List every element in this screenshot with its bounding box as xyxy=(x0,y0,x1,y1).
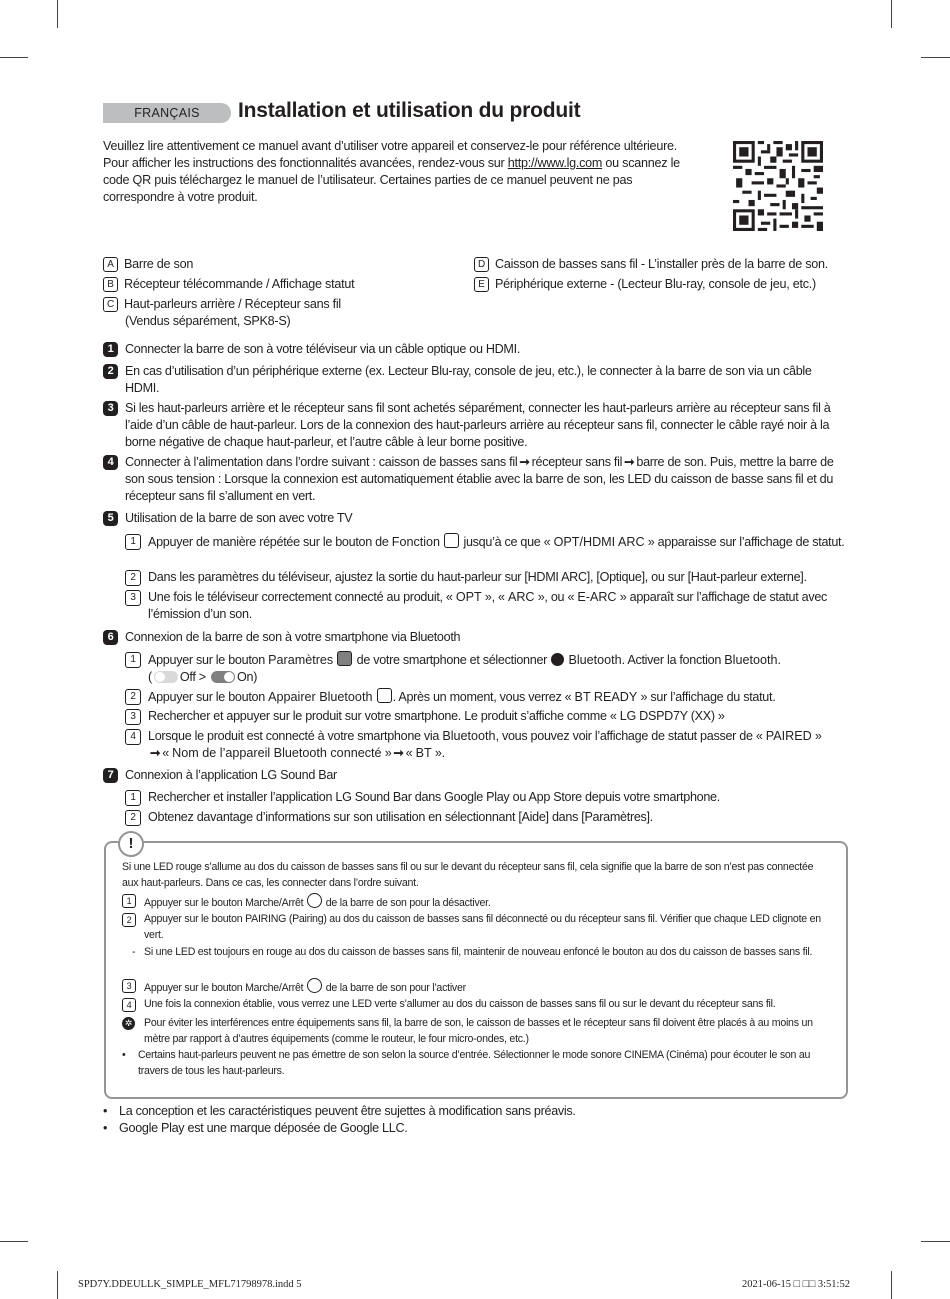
legend-item-a xyxy=(103,256,193,273)
keyword-arc: ARC xyxy=(507,590,535,604)
note-number: 4 xyxy=(122,998,136,1012)
legend-text2: (Vendus séparément, SPK8-S) xyxy=(125,314,291,328)
intro-line2b: ou scannez le code QR puis téléchargez le manuel de l’utilisateur. Certaines parties de ce manuel peuvent ne pas correspondre à votre produit. xyxy=(103,156,680,204)
legend-text: Haut-parleurs arrière / Récepteur sans fil xyxy=(124,297,341,311)
crop-mark xyxy=(921,1241,950,1242)
step4-part-b: récepteur sans fil xyxy=(531,455,623,469)
sub-text: » sur l’affichage du statut. xyxy=(637,690,776,704)
keyword-opt-hdmi-arc: OPT/HDMI ARC xyxy=(553,535,645,549)
step-text xyxy=(125,454,843,505)
sub-number: 2 xyxy=(125,689,141,705)
step-1 xyxy=(103,341,843,358)
intro-line1: Veuillez lire attentivement ce manuel avant d’utiliser votre appareil et conservez-le pour référence ultérieure. xyxy=(103,139,678,153)
toggle-off-icon xyxy=(154,671,178,683)
note-item-2 xyxy=(122,912,832,943)
keyword-parametres: Paramètres xyxy=(268,653,334,667)
sub-number: 1 xyxy=(125,534,141,550)
arrow-right-icon: ➞ xyxy=(150,746,161,760)
sub-number: 2 xyxy=(125,570,141,586)
step-number: 2 xyxy=(103,364,118,379)
step-7-sub-2 xyxy=(125,809,845,826)
keyword-appairer-bluetooth: Appairer Bluetooth xyxy=(268,690,373,704)
keyword-bluetooth: Bluetooth xyxy=(568,653,622,667)
step-number: 5 xyxy=(103,511,118,526)
page-title: Installation et utilisation du produit xyxy=(238,99,581,122)
step-4 xyxy=(103,454,843,505)
step-5-sub-3 xyxy=(125,589,845,623)
sub-text: Dans les paramètres du téléviseur, ajustez la sortie du haut-parleur sur [HDMI ARC], [Optique], ou sur [Haut-parleur externe]. xyxy=(148,570,807,584)
sub-text: Rechercher et installer l’application LG Sound Bar dans Google Play ou App Store depuis votre smartphone. xyxy=(148,790,720,804)
legend-text: Récepteur télécommande / Affichage statut xyxy=(124,277,355,291)
step-number: 1 xyxy=(103,342,118,357)
sub-number: 2 xyxy=(125,810,141,826)
sub-text: . xyxy=(777,653,781,667)
sub-text: ». xyxy=(431,746,445,760)
keyword-marche-arret: Marche/Arrêt xyxy=(245,897,304,909)
keyword-pairing: PAIRING (Pairing) xyxy=(245,913,327,925)
step-6-sub-1: 1 Appuyer sur le bouton Paramètres de votre smartphone et sélectionner Bluetooth. Activer la fonction Bluetooth. ( Off > On) xyxy=(125,651,845,686)
language-tab: FRANÇAIS xyxy=(103,103,231,123)
step4-part-c: barre de son. Puis, mettre la barre de son sous tension : Lorsque la connexion est automatiquement établie avec la barre de son, les LED du caisson de basse sans fil et du récepteur sans fil s’allument en vert. xyxy=(125,455,834,503)
keyword-marche-arret: Marche/Arrêt xyxy=(245,982,304,994)
legend-item-c xyxy=(103,296,341,330)
step-6 xyxy=(103,629,843,646)
step-text: Connecter la barre de son à votre téléviseur via un câble optique ou HDMI. xyxy=(125,342,521,356)
note-number: 3 xyxy=(122,979,136,993)
toggle-arrow: > xyxy=(198,670,206,684)
legend-letter: B xyxy=(103,277,118,292)
keyword-device-name: Nom de l’appareil Bluetooth connecté xyxy=(172,746,382,760)
sub-text: » apparaît sur l’affichage de statut avec l’émission d’un son. xyxy=(148,590,828,621)
arrow-right-icon: ➞ xyxy=(519,455,530,469)
asterisk-icon: ✲ xyxy=(122,1017,135,1030)
sub-number: 1 xyxy=(125,652,141,668)
legend-text: Caisson de basses sans fil - L’installer près de la barre de son. xyxy=(495,257,829,271)
note-bullet xyxy=(122,1048,832,1079)
note-text: au dos du caisson de basses sans fil déconnecté ou du récepteur sans fil. Vérifier que chaque LED clignote en vert. xyxy=(144,913,821,941)
keyword-bt-ready: BT READY xyxy=(574,690,638,704)
note-intro-text: Si une LED rouge s’allume au dos du caisson de basses sans fil ou sur le devant du récepteur sans fil, cela signifie que la barre de son n’est pas connectée aux haut-parleurs. Dans ce cas, les connecter dans l’ordre suivant. xyxy=(122,861,814,889)
legend-letter: A xyxy=(103,257,118,272)
sub-text: Lorsque le produit est connecté à votre smartphone via xyxy=(148,729,443,743)
step-text: En cas d’utilisation d’un périphérique externe (ex. Lecteur Blu-ray, console de jeu, etc.), le connecter à la barre de son via un câble HDMI. xyxy=(125,364,812,395)
step-2 xyxy=(103,363,843,397)
sub-text: jusqu’à ce que « xyxy=(460,535,554,549)
legend-letter: E xyxy=(474,277,489,292)
footer-date: 2021-06-15 □ □□ 3:51:52 xyxy=(742,1279,850,1290)
legend-letter: D xyxy=(474,257,489,272)
step-text: Connexion de la barre de son à votre smartphone via Bluetooth xyxy=(125,630,461,644)
note-text: Appuyer sur le bouton xyxy=(144,982,246,994)
sub-number: 3 xyxy=(125,709,141,725)
sub-number: 4 xyxy=(125,729,141,745)
sub-text: Appuyer sur le bouton xyxy=(148,690,269,704)
power-icon xyxy=(307,978,322,993)
bullet-marker: • xyxy=(103,1121,108,1135)
note-text: Appuyer sur le bouton xyxy=(144,913,246,925)
footer-filename: SPD7Y.DDEULLK_SIMPLE_MFL71798978.indd 5 xyxy=(78,1279,302,1290)
step-number: 6 xyxy=(103,630,118,645)
sub-text: » xyxy=(381,746,392,760)
note-number: 1 xyxy=(122,894,136,908)
note-text: Appuyer sur le bouton xyxy=(144,897,246,909)
legend-letter: C xyxy=(103,297,118,312)
sub-text: « xyxy=(162,746,173,760)
power-icon xyxy=(307,893,322,908)
crop-mark xyxy=(891,1271,892,1299)
sub-number: 1 xyxy=(125,790,141,806)
note-star xyxy=(122,1016,832,1047)
note-item-4 xyxy=(122,997,832,1013)
sub-text: Appuyer sur le bouton xyxy=(148,653,269,667)
arrow-right-icon: ➞ xyxy=(393,746,404,760)
note-dash xyxy=(122,945,832,961)
crop-mark xyxy=(57,1271,58,1299)
note-text: Certains haut-parleurs peuvent ne pas émettre de son selon la source d’entrée. Sélectionner le mode sonore CINEMA (Cinéma) pour écouter le son au travers de tous les haut-parleurs. xyxy=(138,1049,811,1077)
keyword-opt: OPT xyxy=(455,590,482,604)
crop-mark xyxy=(891,0,892,28)
arrow-right-icon: ➞ xyxy=(624,455,635,469)
crop-mark xyxy=(0,1241,28,1242)
step-5 xyxy=(103,510,843,527)
sub-text: », « xyxy=(481,590,508,604)
sub-text: » xyxy=(811,729,822,743)
step-6-sub-2 xyxy=(125,688,845,706)
step-number: 4 xyxy=(103,455,118,470)
keyword-bt: BT xyxy=(415,746,432,760)
settings-gear-icon xyxy=(337,651,352,666)
bluetooth-icon xyxy=(551,653,564,666)
bullet-item xyxy=(103,1120,407,1137)
sub-text: . Après un moment, vous verrez « xyxy=(392,690,575,704)
sub-text: », ou « xyxy=(534,590,578,604)
warning-icon: ! xyxy=(118,831,144,857)
sub-text: « xyxy=(405,746,416,760)
note-text: Une fois la connexion établie, vous verrez une LED verte s’allumer au dos du caisson de basses sans fil ou sur le devant du récepteur sans fil. xyxy=(144,998,776,1010)
sub-text: Une fois le téléviseur correctement connecté au produit, « xyxy=(148,590,456,604)
sub-text: , vous pouvez voir l’affichage de statut passer de « xyxy=(495,729,766,743)
function-button-icon xyxy=(444,533,459,548)
legend-item-e xyxy=(474,276,816,293)
legend-text: Périphérique externe - (Lecteur Blu-ray, console de jeu, etc.) xyxy=(495,277,816,291)
note-text: Si une LED est toujours en rouge au dos du caisson de basses sans fil, maintenir de nouveau enfoncé le bouton au dos du caisson de basses sans fil. xyxy=(144,946,813,958)
step-text: Utilisation de la barre de son avec votre TV xyxy=(125,511,353,525)
note-item-3 xyxy=(122,978,832,997)
step-6-sub-4 xyxy=(125,728,845,762)
keyword-earc: E-ARC xyxy=(577,590,617,604)
lg-link[interactable]: http://www.lg.com xyxy=(507,156,603,170)
sub-text: Appuyer de manière répétée sur le bouton de xyxy=(148,535,392,549)
intro-paragraph xyxy=(103,138,703,206)
sub-text: Obtenez davantage d’informations sur son utilisation en sélectionnant [Aide] dans [Paramètres]. xyxy=(148,810,653,824)
step-number: 3 xyxy=(103,401,118,416)
note-intro xyxy=(122,860,832,891)
keyword-function: Fonction xyxy=(391,535,441,549)
keyword-bluetooth: Bluetooth xyxy=(442,729,496,743)
bullet-text: Google Play est une marque déposée de Google LLC. xyxy=(119,1121,408,1135)
bullet-item xyxy=(103,1103,576,1120)
step-7-sub-1 xyxy=(125,789,845,806)
step-5-sub-2 xyxy=(125,569,845,586)
note-text: de la barre de son pour l’activer xyxy=(323,982,466,994)
toggle-on-label: On xyxy=(237,670,254,684)
crop-mark xyxy=(921,57,950,58)
step-3 xyxy=(103,400,843,451)
note-number: 2 xyxy=(122,913,136,927)
intro-line2a: Pour afficher les instructions des fonctionnalités avancées, rendez-vous sur xyxy=(103,156,508,170)
step-number: 7 xyxy=(103,768,118,783)
sub-text: de votre smartphone et sélectionner xyxy=(353,653,551,667)
legend-item-d xyxy=(474,256,828,273)
keyword-paired: PAIRED xyxy=(765,729,812,743)
sub-number: 3 xyxy=(125,590,141,606)
step-7 xyxy=(103,767,843,784)
crop-mark xyxy=(57,0,58,28)
sub-text: . Activer la fonction xyxy=(621,653,725,667)
sub-text: Rechercher et appuyer sur le produit sur votre smartphone. Le produit s’affiche comme « LG DSPD7Y (XX) » xyxy=(148,709,725,723)
bullet-marker: • xyxy=(103,1104,108,1118)
toggle-off-label: Off xyxy=(179,670,196,684)
crop-mark xyxy=(0,57,28,58)
step-text: Connexion à l’application LG Sound Bar xyxy=(125,768,337,782)
step4-part-a: Connecter à l’alimentation dans l’ordre suivant : caisson de basses sans fil xyxy=(125,455,518,469)
step-5-sub-1 xyxy=(125,533,845,551)
sub-text: » apparaisse sur l’affichage de statut. xyxy=(644,535,845,549)
toggle-on-icon xyxy=(211,671,235,683)
bullet-text: La conception et les caractéristiques peuvent être sujettes à modification sans préavis. xyxy=(119,1104,576,1118)
note-text: Pour éviter les interférences entre équipements sans fil, la barre de son, le caisson de basses et le récepteur sans fil doivent être placés à au moins un mètre par rapport à d’autres équipements (comme le routeur, le four micro-ondes, etc.) xyxy=(144,1017,813,1045)
qr-code xyxy=(733,141,823,231)
note-text: de la barre de son pour la désactiver. xyxy=(323,897,491,909)
step-text: Si les haut-parleurs arrière et le récepteur sans fil sont achetés séparément, connecter les haut-parleurs arrière au récepteur sans fil à l’aide d’un câble de haut-parleur. Lors de la connexion des haut-parleurs arrière au récepteur sans fil, connecter le câble rayé noir à la borne négative de chaque haut-parleur, et l’autre câble à leur borne positive. xyxy=(125,401,831,449)
note-item-1 xyxy=(122,893,832,912)
legend-text: Barre de son xyxy=(124,257,194,271)
bullet-marker: • xyxy=(122,1049,126,1061)
bluetooth-button-icon xyxy=(377,688,392,703)
step-6-sub-3 xyxy=(125,708,845,725)
keyword-bluetooth: Bluetooth xyxy=(724,653,778,667)
legend-item-b xyxy=(103,276,354,293)
dash-marker: - xyxy=(132,946,136,958)
